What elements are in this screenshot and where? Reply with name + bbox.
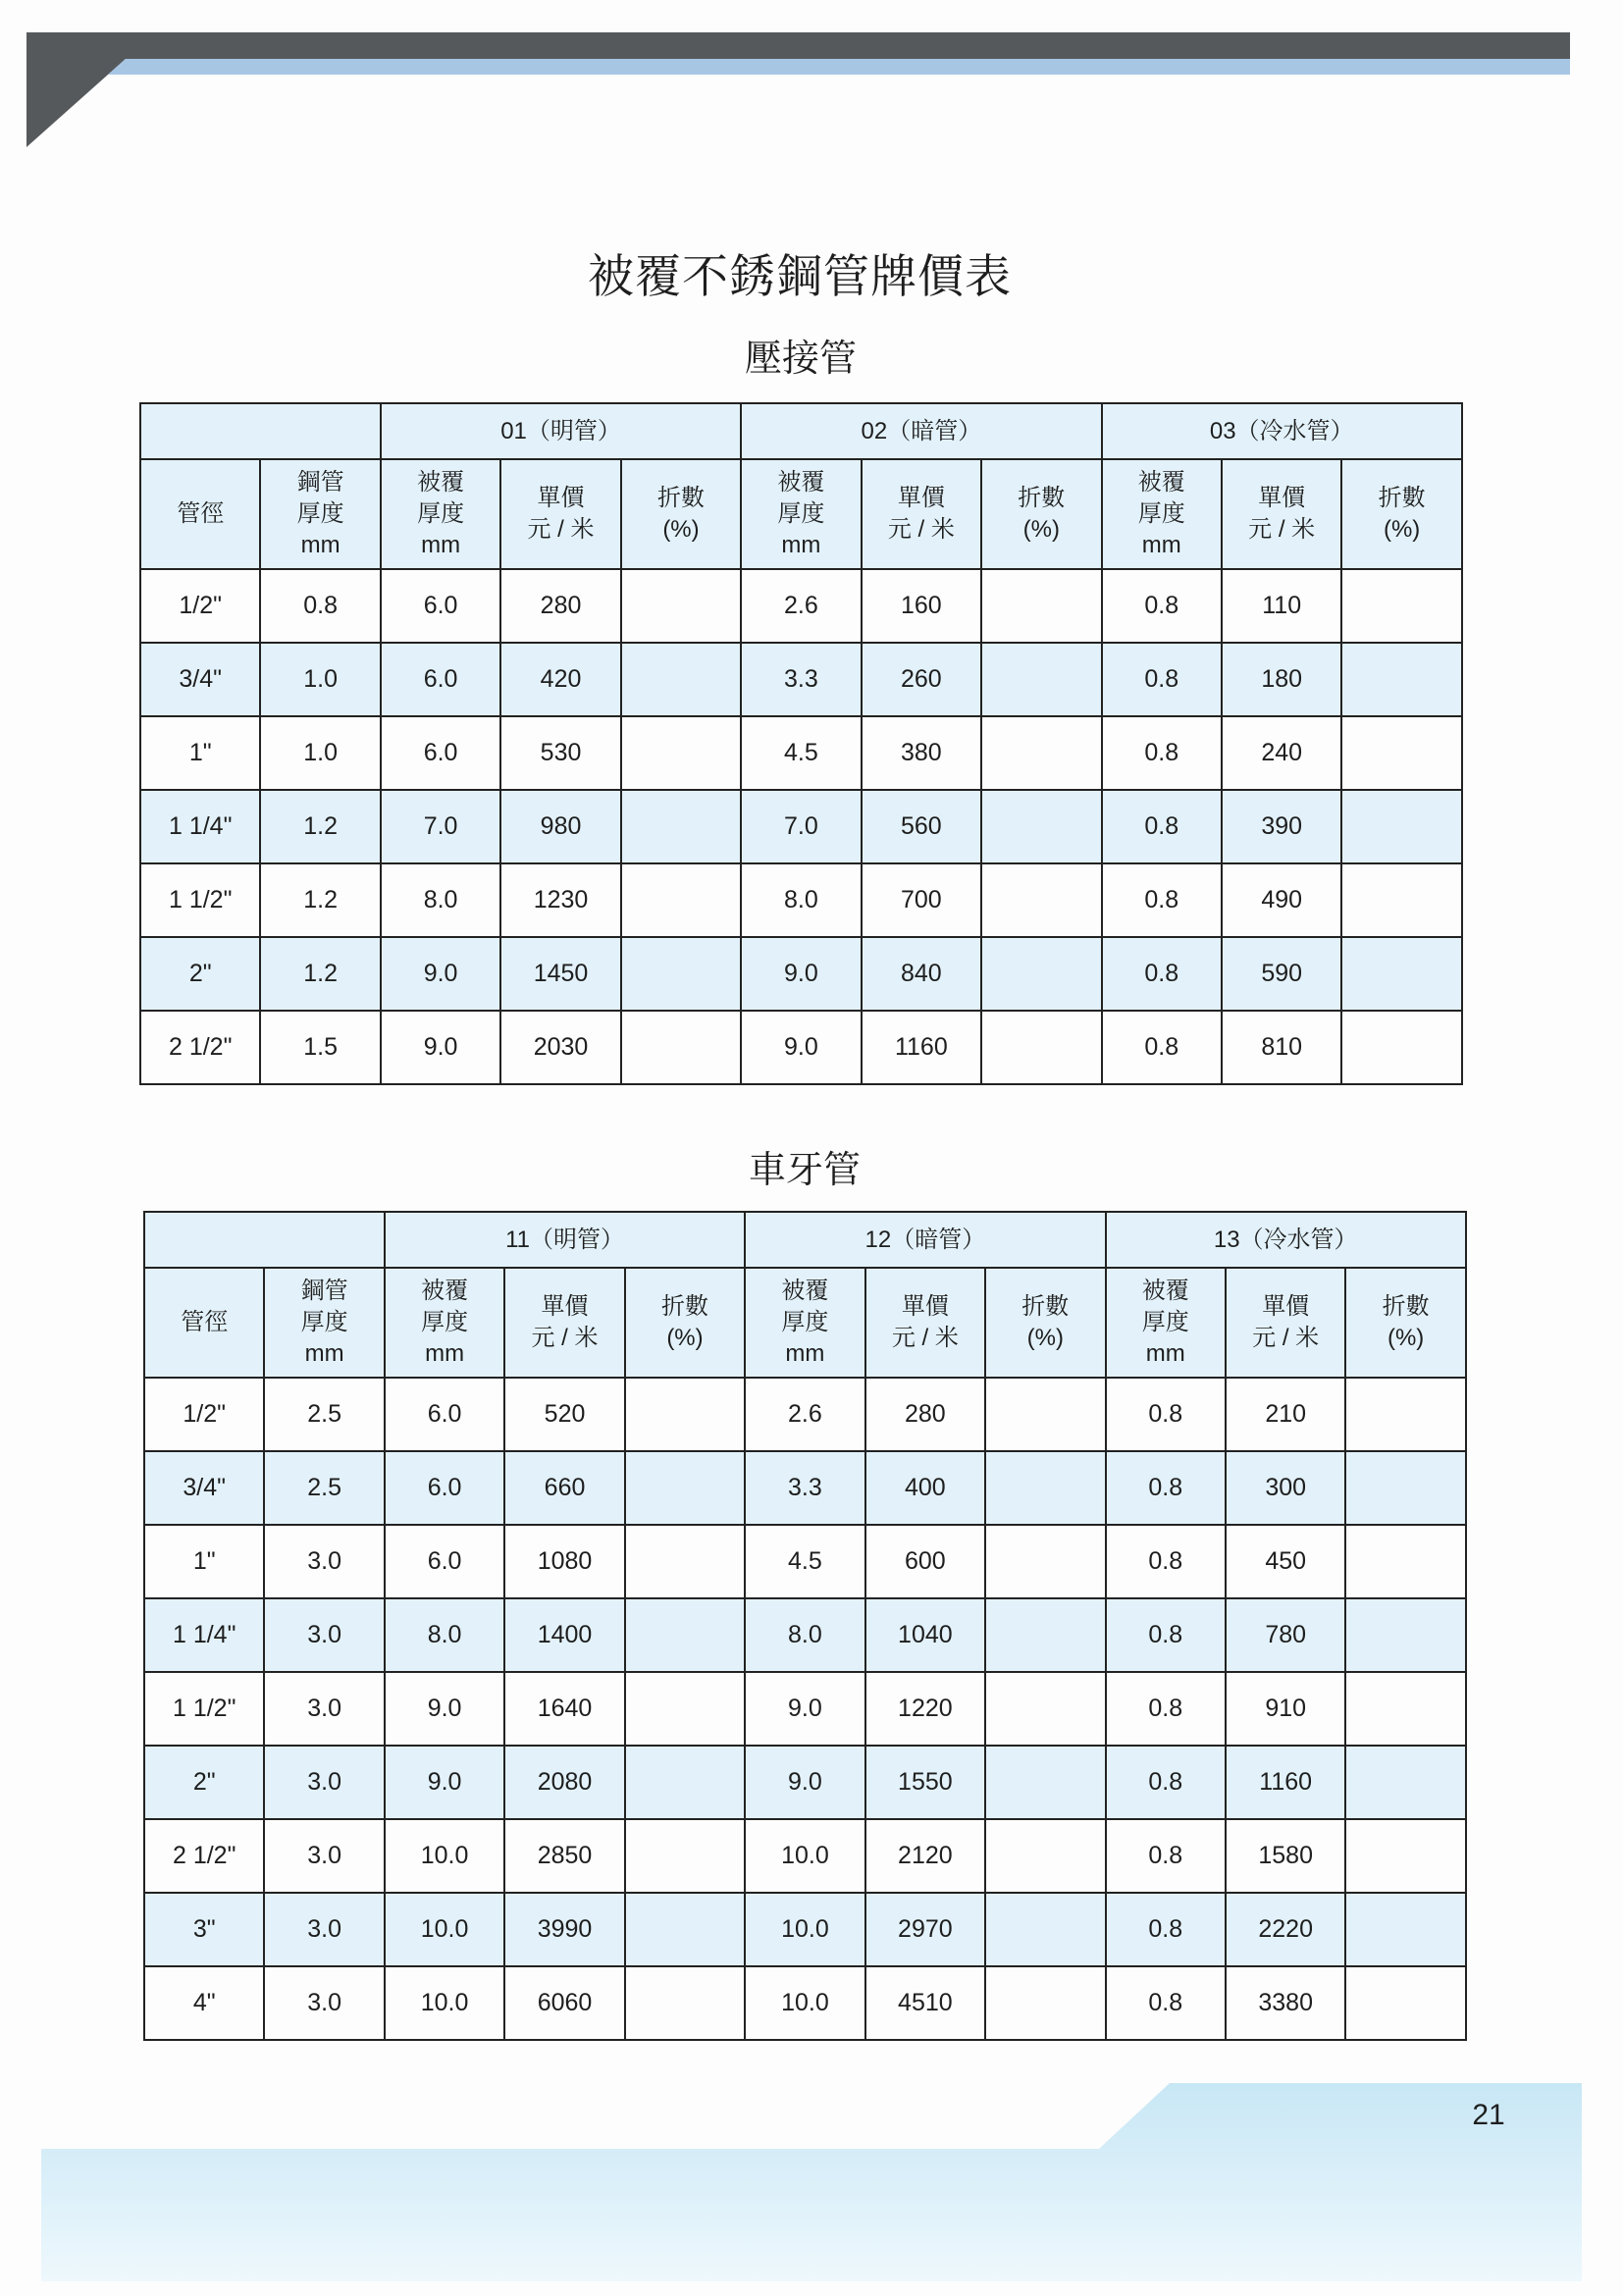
discount-cell <box>621 863 741 937</box>
discount-cell <box>1345 1378 1465 1451</box>
coating-thickness-cell: 4.5 <box>745 1525 864 1598</box>
steel-thickness-cell: 3.0 <box>264 1966 384 2040</box>
steel-thickness-cell: 1.2 <box>260 937 380 1011</box>
coating-thickness-cell: 0.8 <box>1106 1598 1226 1672</box>
unit-price-cell: 810 <box>1222 1011 1341 1084</box>
unit-price-cell: 280 <box>865 1378 985 1451</box>
price-table-crimp <box>139 402 1463 1085</box>
coating-thickness-cell: 6.0 <box>381 716 500 790</box>
table-row <box>144 1819 1466 1893</box>
pipe-size-cell: 2" <box>140 937 260 1011</box>
table-row <box>144 1893 1466 1966</box>
discount-cell <box>985 1672 1105 1746</box>
unit-price-cell: 2220 <box>1226 1893 1345 1966</box>
unit-price-cell: 1230 <box>500 863 620 937</box>
discount-cell <box>1345 1525 1465 1598</box>
unit-price-header: 單價 元 / 米 <box>1222 459 1341 569</box>
pipe-size-cell: 3/4" <box>144 1451 264 1525</box>
coating-thickness-cell: 9.0 <box>745 1746 864 1819</box>
unit-price-cell: 1160 <box>862 1011 981 1084</box>
steel-thickness-cell: 2.5 <box>264 1451 384 1525</box>
group-header: 13（冷水管） <box>1106 1212 1466 1268</box>
footer-decoration <box>0 2061 1623 2296</box>
discount-cell <box>985 1378 1105 1451</box>
unit-price-cell: 1040 <box>865 1598 985 1672</box>
discount-cell <box>621 790 741 863</box>
steel-thickness-cell: 2.5 <box>264 1378 384 1451</box>
price-table-threaded <box>143 1211 1467 2041</box>
discount-cell <box>625 1746 745 1819</box>
discount-header: 折數 (%) <box>1341 459 1461 569</box>
pipe-size-cell: 1" <box>144 1525 264 1598</box>
pipe-size-cell: 1/2" <box>144 1378 264 1451</box>
discount-header: 折數 (%) <box>985 1268 1105 1378</box>
unit-price-cell: 280 <box>500 569 620 643</box>
unit-price-header: 單價 元 / 米 <box>862 459 981 569</box>
unit-price-cell: 260 <box>862 643 981 716</box>
top-dark-bar <box>26 32 1570 147</box>
table-row <box>144 1966 1466 2040</box>
discount-header: 折數 (%) <box>981 459 1101 569</box>
table-row <box>140 643 1462 716</box>
unit-price-cell: 980 <box>500 790 620 863</box>
unit-price-cell: 530 <box>500 716 620 790</box>
steel-thickness-cell: 3.0 <box>264 1819 384 1893</box>
unit-price-cell: 1640 <box>504 1672 624 1746</box>
group-header: 01（明管） <box>381 403 741 459</box>
steel-thickness-cell: 3.0 <box>264 1893 384 1966</box>
group-header: 03（冷水管） <box>1102 403 1462 459</box>
steel-thickness-cell: 1.2 <box>260 863 380 937</box>
coating-thickness-cell: 6.0 <box>385 1451 504 1525</box>
coating-thickness-header: 被覆 厚度 mm <box>1106 1268 1226 1378</box>
coating-thickness-cell: 0.8 <box>1102 643 1222 716</box>
page-number: 21 <box>1472 2099 1505 2131</box>
discount-cell <box>1341 790 1461 863</box>
discount-cell <box>1345 1893 1465 1966</box>
discount-cell <box>981 863 1101 937</box>
discount-cell <box>981 790 1101 863</box>
coating-thickness-cell: 4.5 <box>741 716 861 790</box>
pipe-size-cell: 2 1/2" <box>144 1819 264 1893</box>
unit-price-cell: 700 <box>862 863 981 937</box>
unit-price-cell: 600 <box>865 1525 985 1598</box>
steel-thickness-cell: 1.0 <box>260 643 380 716</box>
table-row <box>144 1672 1466 1746</box>
unit-price-cell: 1160 <box>1226 1746 1345 1819</box>
discount-cell <box>625 1451 745 1525</box>
discount-cell <box>985 1819 1105 1893</box>
discount-cell <box>625 1672 745 1746</box>
discount-cell <box>1345 1598 1465 1672</box>
discount-cell <box>985 1598 1105 1672</box>
unit-price-cell: 2850 <box>504 1819 624 1893</box>
pipe-size-cell: 4" <box>144 1966 264 2040</box>
unit-price-cell: 380 <box>862 716 981 790</box>
unit-price-cell: 160 <box>862 569 981 643</box>
table-caption-threaded: 車牙管 <box>748 1148 861 1191</box>
pipe-size-cell: 1" <box>140 716 260 790</box>
discount-cell <box>985 1525 1105 1598</box>
steel-thickness-cell: 3.0 <box>264 1525 384 1598</box>
unit-price-cell: 420 <box>500 643 620 716</box>
coating-thickness-cell: 0.8 <box>1102 937 1222 1011</box>
discount-cell <box>1345 1451 1465 1525</box>
coating-thickness-cell: 9.0 <box>385 1746 504 1819</box>
coating-thickness-cell: 0.8 <box>1106 1672 1226 1746</box>
table-header <box>140 403 1462 569</box>
discount-cell <box>1341 1011 1461 1084</box>
steel-thickness-cell: 0.8 <box>260 569 380 643</box>
coating-thickness-cell: 0.8 <box>1106 1966 1226 2040</box>
coating-thickness-cell: 8.0 <box>741 863 861 937</box>
coating-thickness-cell: 0.8 <box>1102 716 1222 790</box>
coating-thickness-cell: 8.0 <box>385 1598 504 1672</box>
unit-price-header: 單價 元 / 米 <box>1226 1268 1345 1378</box>
discount-cell <box>1345 1819 1465 1893</box>
coating-thickness-cell: 10.0 <box>385 1893 504 1966</box>
unit-price-cell: 560 <box>862 790 981 863</box>
steel-thickness-cell: 1.2 <box>260 790 380 863</box>
pipe-size-cell: 1 1/2" <box>144 1672 264 1746</box>
page-title: 被覆不銹鋼管牌價表 <box>588 250 1012 304</box>
pipe-size-header: 管徑 <box>144 1268 264 1378</box>
unit-price-cell: 660 <box>504 1451 624 1525</box>
unit-price-cell: 1580 <box>1226 1819 1345 1893</box>
unit-price-cell: 2970 <box>865 1893 985 1966</box>
discount-cell <box>621 1011 741 1084</box>
discount-cell <box>1345 1672 1465 1746</box>
unit-price-cell: 4510 <box>865 1966 985 2040</box>
coating-thickness-cell: 0.8 <box>1102 1011 1222 1084</box>
coating-thickness-header: 被覆 厚度 mm <box>1102 459 1222 569</box>
discount-cell <box>625 1893 745 1966</box>
table-row <box>144 1746 1466 1819</box>
unit-price-cell: 1080 <box>504 1525 624 1598</box>
pipe-size-cell: 1 1/4" <box>140 790 260 863</box>
unit-price-cell: 210 <box>1226 1378 1345 1451</box>
discount-cell <box>981 937 1101 1011</box>
unit-price-cell: 1550 <box>865 1746 985 1819</box>
discount-cell <box>1341 716 1461 790</box>
unit-price-cell: 6060 <box>504 1966 624 2040</box>
coating-thickness-cell: 2.6 <box>741 569 861 643</box>
unit-price-cell: 180 <box>1222 643 1341 716</box>
coating-thickness-cell: 9.0 <box>745 1672 864 1746</box>
unit-price-cell: 780 <box>1226 1598 1345 1672</box>
coating-thickness-cell: 9.0 <box>381 937 500 1011</box>
table-body <box>140 569 1462 1084</box>
table-header <box>144 1212 1466 1378</box>
unit-price-cell: 840 <box>862 937 981 1011</box>
unit-price-cell: 3990 <box>504 1893 624 1966</box>
coating-thickness-cell: 10.0 <box>745 1819 864 1893</box>
discount-cell <box>621 716 741 790</box>
discount-cell <box>625 1966 745 2040</box>
coating-thickness-cell: 9.0 <box>381 1011 500 1084</box>
discount-cell <box>621 643 741 716</box>
discount-cell <box>1345 1966 1465 2040</box>
unit-price-cell: 450 <box>1226 1525 1345 1598</box>
unit-price-cell: 520 <box>504 1378 624 1451</box>
unit-price-cell: 240 <box>1222 716 1341 790</box>
discount-cell <box>1341 569 1461 643</box>
discount-cell <box>1341 863 1461 937</box>
coating-thickness-cell: 10.0 <box>385 1966 504 2040</box>
pipe-size-header: 管徑 <box>140 459 260 569</box>
group-header-blank <box>140 403 381 459</box>
coating-thickness-header: 被覆 厚度 mm <box>741 459 861 569</box>
unit-price-cell: 2030 <box>500 1011 620 1084</box>
unit-price-cell: 1400 <box>504 1598 624 1672</box>
coating-thickness-cell: 0.8 <box>1106 1893 1226 1966</box>
coating-thickness-cell: 0.8 <box>1106 1525 1226 1598</box>
steel-thickness-cell: 3.0 <box>264 1598 384 1672</box>
discount-header: 折數 (%) <box>625 1268 745 1378</box>
coating-thickness-header: 被覆 厚度 mm <box>745 1268 864 1378</box>
group-header: 11（明管） <box>385 1212 745 1268</box>
coating-thickness-cell: 8.0 <box>381 863 500 937</box>
top-blue-stripe <box>108 59 1570 75</box>
coating-thickness-cell: 2.6 <box>745 1378 864 1451</box>
header-decoration <box>0 0 1623 167</box>
pipe-size-cell: 1/2" <box>140 569 260 643</box>
table-row <box>144 1598 1466 1672</box>
column-header-row <box>140 459 1462 569</box>
coating-thickness-cell: 0.8 <box>1106 1819 1226 1893</box>
unit-price-cell: 400 <box>865 1451 985 1525</box>
coating-thickness-cell: 9.0 <box>741 937 861 1011</box>
coating-thickness-cell: 9.0 <box>385 1672 504 1746</box>
discount-cell <box>985 1966 1105 2040</box>
pipe-size-cell: 1 1/2" <box>140 863 260 937</box>
coating-thickness-cell: 10.0 <box>385 1819 504 1893</box>
table-row <box>144 1378 1466 1451</box>
coating-thickness-header: 被覆 厚度 mm <box>385 1268 504 1378</box>
discount-cell <box>985 1893 1105 1966</box>
unit-price-header: 單價 元 / 米 <box>500 459 620 569</box>
discount-cell <box>625 1819 745 1893</box>
discount-cell <box>1345 1746 1465 1819</box>
coating-thickness-cell: 9.0 <box>741 1011 861 1084</box>
steel-thickness-cell: 1.5 <box>260 1011 380 1084</box>
steel-thickness-cell: 3.0 <box>264 1746 384 1819</box>
discount-cell <box>621 937 741 1011</box>
table-body <box>144 1378 1466 2040</box>
table-caption-crimp: 壓接管 <box>744 337 857 380</box>
group-header: 02（暗管） <box>741 403 1101 459</box>
table-row <box>144 1525 1466 1598</box>
discount-cell <box>981 1011 1101 1084</box>
table-row <box>144 1451 1466 1525</box>
discount-cell <box>621 569 741 643</box>
table-row <box>140 716 1462 790</box>
unit-price-cell: 110 <box>1222 569 1341 643</box>
discount-header: 折數 (%) <box>1345 1268 1465 1378</box>
unit-price-cell: 2120 <box>865 1819 985 1893</box>
group-header-row <box>140 403 1462 459</box>
coating-thickness-cell: 0.8 <box>1102 790 1222 863</box>
coating-thickness-cell: 8.0 <box>745 1598 864 1672</box>
discount-cell <box>981 643 1101 716</box>
unit-price-cell: 300 <box>1226 1451 1345 1525</box>
unit-price-header: 單價 元 / 米 <box>865 1268 985 1378</box>
unit-price-cell: 2080 <box>504 1746 624 1819</box>
unit-price-cell: 490 <box>1222 863 1341 937</box>
discount-cell <box>981 716 1101 790</box>
pipe-size-cell: 1 1/4" <box>144 1598 264 1672</box>
coating-thickness-cell: 0.8 <box>1106 1746 1226 1819</box>
coating-thickness-header: 被覆 厚度 mm <box>381 459 500 569</box>
discount-cell <box>625 1598 745 1672</box>
coating-thickness-cell: 7.0 <box>381 790 500 863</box>
table-row <box>140 569 1462 643</box>
table-row <box>140 937 1462 1011</box>
discount-header: 折數 (%) <box>621 459 741 569</box>
group-header: 12（暗管） <box>745 1212 1105 1268</box>
footer-band <box>41 2083 1582 2281</box>
coating-thickness-cell: 10.0 <box>745 1966 864 2040</box>
discount-cell <box>625 1525 745 1598</box>
pipe-size-cell: 3" <box>144 1893 264 1966</box>
steel-thickness-header: 鋼管 厚度 mm <box>264 1268 384 1378</box>
unit-price-cell: 910 <box>1226 1672 1345 1746</box>
group-header-row <box>144 1212 1466 1268</box>
coating-thickness-cell: 0.8 <box>1102 863 1222 937</box>
table-row <box>140 863 1462 937</box>
table-row <box>140 790 1462 863</box>
pipe-size-cell: 3/4" <box>140 643 260 716</box>
table-row <box>140 1011 1462 1084</box>
steel-thickness-cell: 1.0 <box>260 716 380 790</box>
coating-thickness-cell: 7.0 <box>741 790 861 863</box>
discount-cell <box>981 569 1101 643</box>
coating-thickness-cell: 0.8 <box>1106 1451 1226 1525</box>
unit-price-cell: 3380 <box>1226 1966 1345 2040</box>
coating-thickness-cell: 10.0 <box>745 1893 864 1966</box>
group-header-blank <box>144 1212 385 1268</box>
coating-thickness-cell: 6.0 <box>385 1378 504 1451</box>
discount-cell <box>1341 643 1461 716</box>
coating-thickness-cell: 6.0 <box>385 1525 504 1598</box>
column-header-row <box>144 1268 1466 1378</box>
unit-price-cell: 1220 <box>865 1672 985 1746</box>
unit-price-cell: 590 <box>1222 937 1341 1011</box>
coating-thickness-cell: 0.8 <box>1102 569 1222 643</box>
discount-cell <box>985 1451 1105 1525</box>
discount-cell <box>1341 937 1461 1011</box>
pipe-size-cell: 2" <box>144 1746 264 1819</box>
unit-price-cell: 390 <box>1222 790 1341 863</box>
coating-thickness-cell: 6.0 <box>381 643 500 716</box>
unit-price-header: 單價 元 / 米 <box>504 1268 624 1378</box>
coating-thickness-cell: 6.0 <box>381 569 500 643</box>
steel-thickness-cell: 3.0 <box>264 1672 384 1746</box>
steel-thickness-header: 鋼管 厚度 mm <box>260 459 380 569</box>
pipe-size-cell: 2 1/2" <box>140 1011 260 1084</box>
discount-cell <box>625 1378 745 1451</box>
coating-thickness-cell: 0.8 <box>1106 1378 1226 1451</box>
discount-cell <box>985 1746 1105 1819</box>
coating-thickness-cell: 3.3 <box>745 1451 864 1525</box>
coating-thickness-cell: 3.3 <box>741 643 861 716</box>
unit-price-cell: 1450 <box>500 937 620 1011</box>
